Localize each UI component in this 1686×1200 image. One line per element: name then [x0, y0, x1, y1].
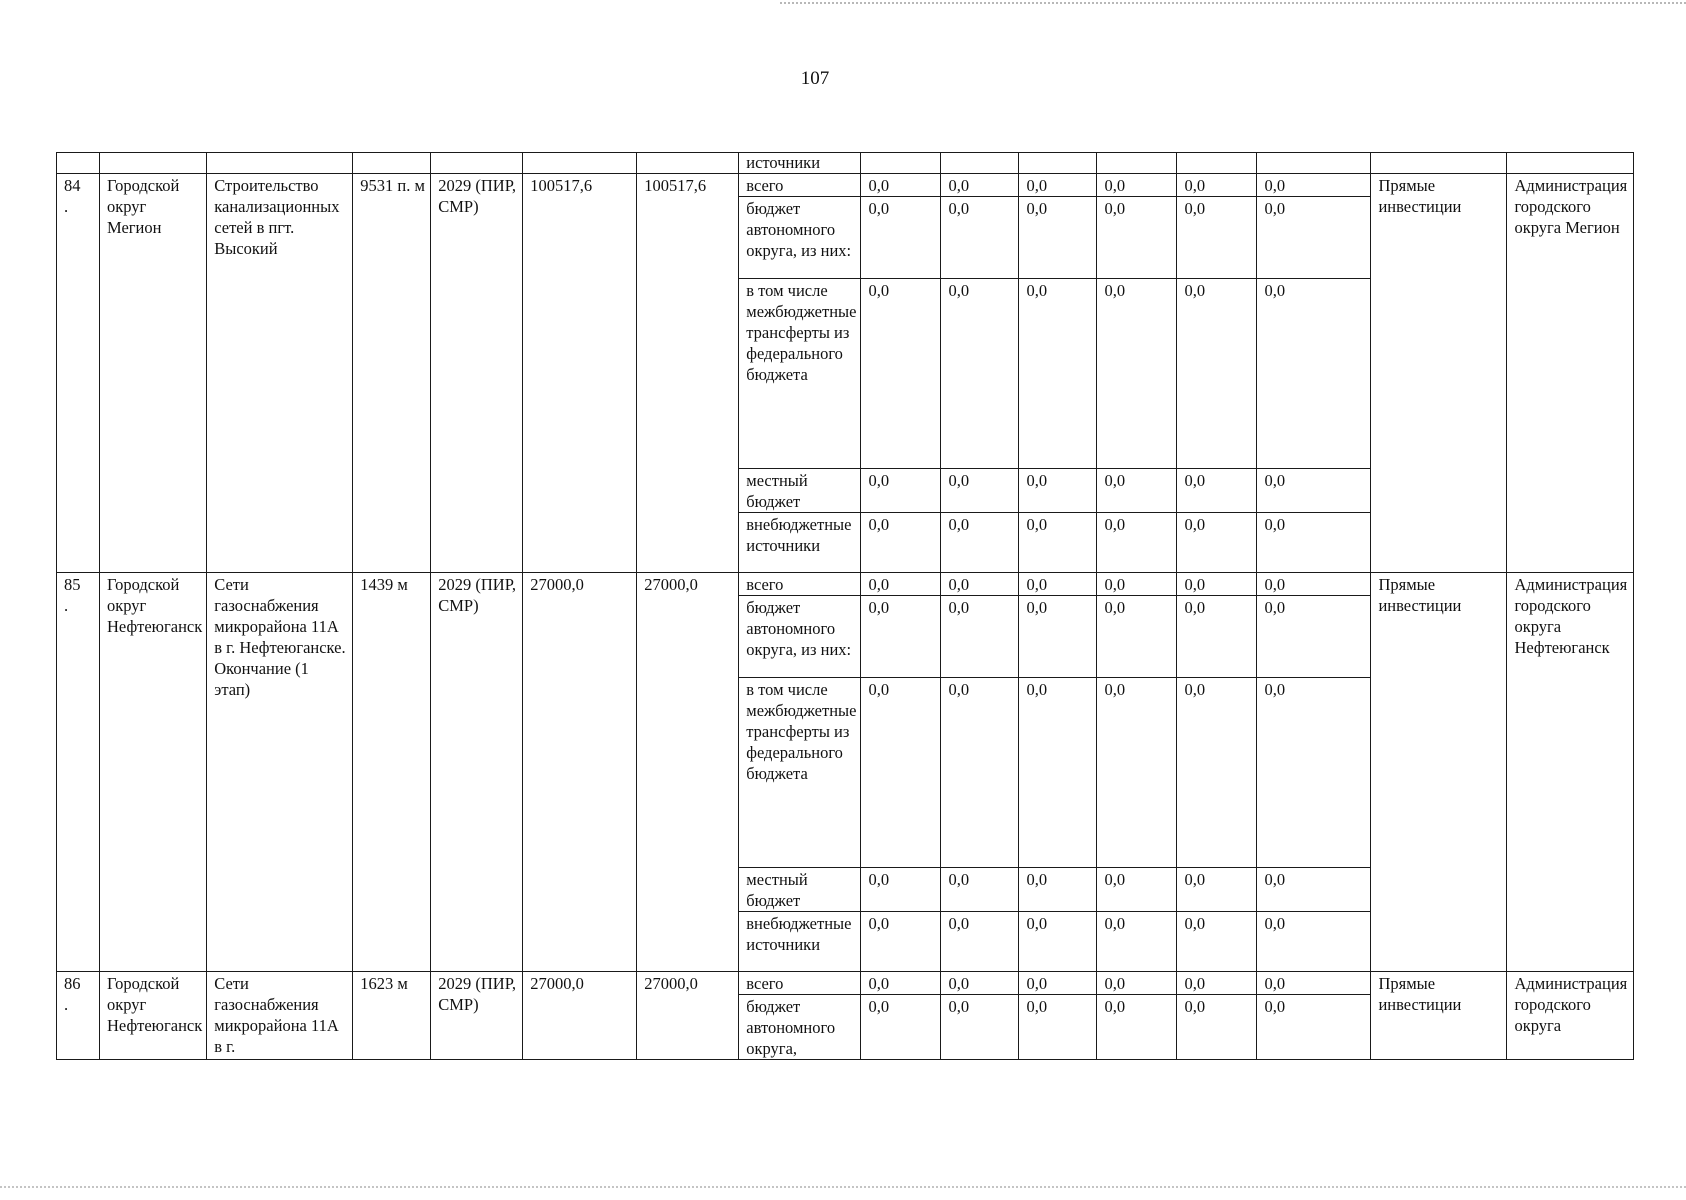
year-value-cell: 0,0	[861, 469, 941, 513]
mechanism-cell: Прямые инвестиции	[1371, 972, 1507, 1060]
year-value-cell: 0,0	[1177, 868, 1257, 912]
year-value-cell: 0,0	[941, 868, 1019, 912]
year-value-cell: 0,0	[1257, 279, 1371, 469]
year-value-cell: 0,0	[861, 912, 941, 972]
scan-edge-bottom	[0, 1186, 1686, 1190]
total-cost-cell: 27000,0	[523, 573, 637, 972]
year-value-cell: 0,0	[1257, 174, 1371, 197]
year-value-cell: 0,0	[861, 868, 941, 912]
responsible-cell: Администрация городского округа Нефтеюганск	[1507, 573, 1634, 972]
table-row	[57, 972, 1634, 995]
year-value-cell: 0,0	[861, 197, 941, 279]
capacity-cell: 1439 м	[353, 573, 431, 972]
responsible-cell: Администрация городского округа	[1507, 972, 1634, 1060]
table-row	[57, 573, 1634, 596]
year-value-cell: 0,0	[1177, 912, 1257, 972]
year-value-cell	[1097, 153, 1177, 174]
period-cell: 2029 (ПИР, СМР)	[431, 174, 523, 573]
municipality-cell: Городской округ Нефтеюганск	[100, 573, 207, 972]
municipality-cell: Городской округ Нефтеюганск	[100, 972, 207, 1060]
remaining-cost-cell: 27000,0	[637, 573, 739, 972]
row-number	[57, 972, 100, 1060]
year-value-cell: 0,0	[1019, 912, 1097, 972]
year-value-cell: 0,0	[861, 972, 941, 995]
object-name-cell: Сети газоснабжения микрорайона 11А в г.	[207, 972, 353, 1060]
remaining-cost-cell: 27000,0	[637, 972, 739, 1060]
year-value-cell: 0,0	[941, 912, 1019, 972]
year-value-cell: 0,0	[1097, 912, 1177, 972]
year-value-cell	[941, 153, 1019, 174]
year-value-cell	[1177, 153, 1257, 174]
year-value-cell: 0,0	[1177, 513, 1257, 573]
year-value-cell: 0,0	[1177, 972, 1257, 995]
year-value-cell: 0,0	[1097, 469, 1177, 513]
year-value-cell: 0,0	[941, 995, 1019, 1060]
year-value-cell: 0,0	[1019, 972, 1097, 995]
table-row	[57, 174, 1634, 197]
year-value-cell: 0,0	[1097, 573, 1177, 596]
year-value-cell: 0,0	[1097, 197, 1177, 279]
mechanism-cell: Прямые инвестиции	[1371, 174, 1507, 573]
object-name-cell: Сети газоснабжения микрорайона 11А в г. Нефтеюганске. Окончание (1 этап)	[207, 573, 353, 972]
funding-source-cell: внебюджетные источники	[739, 513, 861, 573]
year-value-cell: 0,0	[941, 174, 1019, 197]
year-value-cell: 0,0	[1097, 596, 1177, 678]
year-value-cell: 0,0	[1257, 469, 1371, 513]
source-cell: источники	[739, 153, 861, 174]
year-value-cell: 0,0	[1257, 596, 1371, 678]
year-value-cell: 0,0	[1019, 678, 1097, 868]
empty-cell	[100, 153, 207, 174]
empty-cell	[57, 153, 100, 174]
year-value-cell: 0,0	[1257, 972, 1371, 995]
empty-cell	[431, 153, 523, 174]
year-value-cell: 0,0	[861, 513, 941, 573]
row-number-value: 85	[64, 575, 81, 594]
empty-cell	[637, 153, 739, 174]
year-value-cell: 0,0	[941, 573, 1019, 596]
row-number-value: 84	[64, 176, 81, 195]
year-value-cell: 0,0	[1257, 197, 1371, 279]
year-value-cell: 0,0	[1257, 678, 1371, 868]
funding-source-cell: всего	[739, 174, 861, 197]
year-value-cell: 0,0	[1257, 912, 1371, 972]
period-cell: 2029 (ПИР, СМР)	[431, 573, 523, 972]
remaining-cost-cell: 100517,6	[637, 174, 739, 573]
investment-objects-table	[56, 152, 1634, 1060]
funding-source-cell: бюджет автономного округа, из них:	[739, 596, 861, 678]
responsible-cell: Администрация городского округа Мегион	[1507, 174, 1634, 573]
year-value-cell: 0,0	[1019, 596, 1097, 678]
year-value-cell: 0,0	[1097, 972, 1177, 995]
year-value-cell: 0,0	[1097, 174, 1177, 197]
year-value-cell: 0,0	[1177, 573, 1257, 596]
year-value-cell: 0,0	[861, 678, 941, 868]
year-value-cell: 0,0	[1019, 513, 1097, 573]
funding-source-cell: в том числе межбюджетные трансферты из федерального бюджета	[739, 279, 861, 469]
year-value-cell: 0,0	[861, 995, 941, 1060]
funding-source-cell: всего	[739, 972, 861, 995]
year-value-cell: 0,0	[1177, 678, 1257, 868]
row-number-dot: .	[64, 995, 69, 1014]
year-value-cell: 0,0	[861, 573, 941, 596]
year-value-cell: 0,0	[1257, 513, 1371, 573]
year-value-cell: 0,0	[1097, 995, 1177, 1060]
year-value-cell: 0,0	[1097, 513, 1177, 573]
year-value-cell	[1257, 153, 1371, 174]
year-value-cell: 0,0	[1019, 174, 1097, 197]
empty-cell	[523, 153, 637, 174]
table-body	[57, 153, 1634, 1060]
year-value-cell: 0,0	[861, 596, 941, 678]
row-number	[57, 174, 100, 573]
year-value-cell: 0,0	[941, 279, 1019, 469]
year-value-cell: 0,0	[1019, 995, 1097, 1060]
page-number: 107	[800, 68, 830, 89]
year-value-cell: 0,0	[1097, 868, 1177, 912]
year-value-cell: 0,0	[941, 197, 1019, 279]
year-value-cell: 0,0	[1257, 868, 1371, 912]
year-value-cell: 0,0	[1177, 174, 1257, 197]
year-value-cell: 0,0	[941, 469, 1019, 513]
total-cost-cell: 27000,0	[523, 972, 637, 1060]
year-value-cell: 0,0	[1019, 868, 1097, 912]
funding-source-cell: внебюджетные источники	[739, 912, 861, 972]
funding-source-cell: бюджет автономного округа, из них:	[739, 197, 861, 279]
row-number-dot: .	[64, 596, 69, 615]
empty-cell	[353, 153, 431, 174]
year-value-cell: 0,0	[1177, 197, 1257, 279]
funding-source-cell: бюджет автономного округа,	[739, 995, 861, 1060]
funding-source-cell: всего	[739, 573, 861, 596]
year-value-cell	[861, 153, 941, 174]
year-value-cell: 0,0	[941, 513, 1019, 573]
continuation-row	[57, 153, 1634, 174]
year-value-cell: 0,0	[1177, 596, 1257, 678]
capacity-cell: 9531 п. м	[353, 174, 431, 573]
funding-source-cell: местный бюджет	[739, 868, 861, 912]
row-number-dot: .	[64, 197, 69, 216]
empty-cell	[1371, 153, 1507, 174]
year-value-cell: 0,0	[1177, 995, 1257, 1060]
year-value-cell	[1019, 153, 1097, 174]
year-value-cell: 0,0	[861, 279, 941, 469]
year-value-cell: 0,0	[1097, 678, 1177, 868]
period-cell: 2029 (ПИР, СМР)	[431, 972, 523, 1060]
object-name-cell: Строительство канализационных сетей в пгт. Высокий	[207, 174, 353, 573]
funding-source-cell: в том числе межбюджетные трансферты из федерального бюджета	[739, 678, 861, 868]
year-value-cell: 0,0	[941, 678, 1019, 868]
municipality-cell: Городской округ Мегион	[100, 174, 207, 573]
year-value-cell: 0,0	[941, 596, 1019, 678]
year-value-cell: 0,0	[1019, 573, 1097, 596]
year-value-cell: 0,0	[861, 174, 941, 197]
row-number	[57, 573, 100, 972]
capacity-cell: 1623 м	[353, 972, 431, 1060]
mechanism-cell: Прямые инвестиции	[1371, 573, 1507, 972]
year-value-cell: 0,0	[1257, 995, 1371, 1060]
year-value-cell: 0,0	[941, 972, 1019, 995]
funding-source-cell: местный бюджет	[739, 469, 861, 513]
scan-edge-top	[780, 2, 1686, 6]
year-value-cell: 0,0	[1019, 279, 1097, 469]
year-value-cell: 0,0	[1019, 469, 1097, 513]
year-value-cell: 0,0	[1177, 279, 1257, 469]
row-number-value: 86	[64, 974, 81, 993]
year-value-cell: 0,0	[1257, 573, 1371, 596]
year-value-cell: 0,0	[1097, 279, 1177, 469]
total-cost-cell: 100517,6	[523, 174, 637, 573]
empty-cell	[1507, 153, 1634, 174]
empty-cell	[207, 153, 353, 174]
year-value-cell: 0,0	[1019, 197, 1097, 279]
year-value-cell: 0,0	[1177, 469, 1257, 513]
